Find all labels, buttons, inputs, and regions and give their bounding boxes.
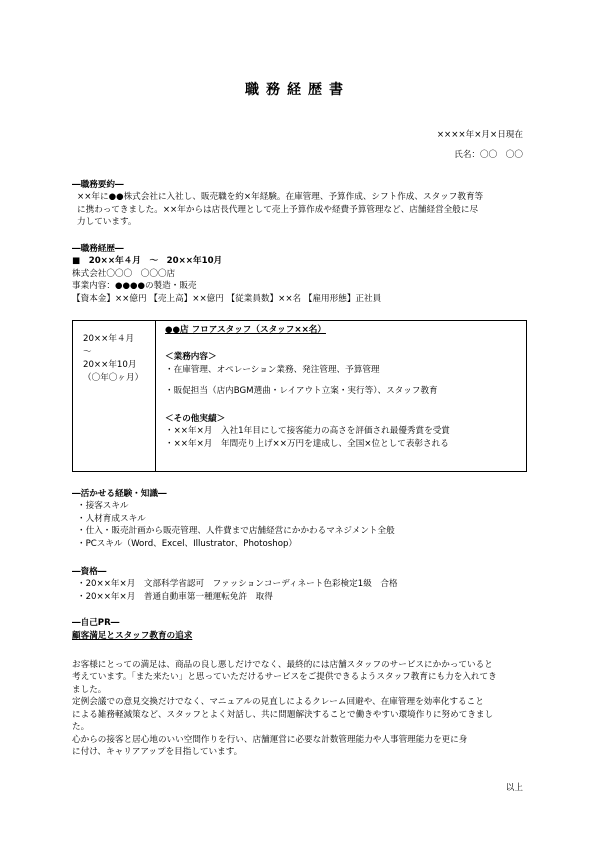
career-business: 事業内容：●●●●の製造・販売 (72, 281, 197, 292)
career-heading: ―職務経歴― (72, 244, 124, 254)
job-detail-table (72, 320, 527, 472)
job-position: ●●店 フロアスタッフ（スタッフ××名） (165, 325, 326, 335)
pr-line: ました。 (72, 684, 107, 695)
summary-line: に携わってきました。××年からは店長代理として売上予算作成や経費予算管理など、店舗経営全般に尽 (77, 204, 479, 215)
career-company-info: 【資本金】××億円 【売上高】××億円 【従業員数】××名 【雇用形態】正社員 (72, 293, 382, 304)
pr-line: による雑務軽減策など、スタッフとよく対話し、共に問題解決することで働きやすい環境作りに努めてきまし (72, 709, 494, 720)
career-company: 株式会社〇〇〇 〇〇〇店 (72, 268, 176, 279)
summary-heading: ―職務要約― (72, 180, 124, 190)
applicant-name: 氏名：〇〇 〇〇 (454, 150, 523, 160)
qualifications-section (72, 566, 527, 603)
pr-body (72, 659, 527, 759)
duty-item: ・在庫管理、オペレーション業務、発注管理、予算管理 (165, 364, 380, 375)
summary-text (72, 191, 527, 228)
pr-section (72, 617, 527, 643)
job-period-duration: （〇年〇ヶ月） (83, 372, 144, 383)
pr-line: に付け、キャリアアップを目指しています。 (72, 747, 243, 758)
document-date: ××××年×月×日現在 (436, 130, 523, 140)
pr-line: 考えています。「また来たい」と思っていただけるサービスをご提供できるようスタッフ教育にも力を入れてき (72, 672, 497, 683)
skills-section (72, 488, 527, 550)
job-detail-cell (165, 324, 520, 450)
summary-line: ××年に●●株式会社に入社し、販売職を約×年経験。在庫管理、予算作成、シフト作成、スタッフ教育等 (77, 192, 484, 203)
pr-title: 顧客満足とスタッフ教育の追求 (72, 631, 193, 642)
result-item: ・××年×月 年間売り上げ××万円を達成し、全国×位として表彰される (165, 438, 449, 449)
qualification-item: ・20××年×月 普通自動車第一種運転免許 取得 (77, 591, 273, 602)
duties-heading: ＜業務内容＞ (165, 352, 217, 363)
qualifications-heading: ―資格― (72, 567, 107, 577)
job-period-tilde: ～ (83, 346, 92, 357)
results-heading: ＜その他実績＞ (165, 413, 226, 424)
document-title: 職務経歴書 (245, 82, 350, 98)
pr-line: お客様にとっての満足は、商品の良し悪しだけでなく、最終的には店舗スタッフのサービスにかかっていると (72, 660, 493, 670)
qualification-item: ・20××年×月 文部科学省認可 ファッションコーディネート色彩検定1級 合格 (77, 579, 398, 590)
pr-heading: ―自己PR― (72, 618, 120, 628)
table-divider (155, 321, 156, 471)
skill-item: ・接客スキル (77, 501, 129, 512)
job-period-cell (83, 333, 143, 385)
duty-item: ・販促担当（店内BGM選曲・レイアウト立案・実行等）、スタッフ教育 (165, 386, 438, 397)
pr-line: た。 (72, 722, 90, 733)
skill-item: ・人材育成スキル (77, 513, 146, 524)
document-end: 以上 (505, 783, 523, 793)
job-period-start: 20××年４月 (83, 334, 135, 344)
summary-line: 力しています。 (77, 217, 137, 228)
career-period: ■ 20××年４月 ～ 20××年10月 (72, 256, 223, 267)
skill-item: ・仕入・販売計画から販売管理、人件費まで店舗経営にかかわるマネジメント全般 (77, 526, 395, 537)
pr-line: 心からの接客と居心地のいい空間作りを行い、店舗運営に必要な計数管理能力や人事管理能力を更に身 (72, 734, 468, 745)
career-section (72, 243, 527, 305)
result-item: ・××年×月 入社1年目にして接客能力の高さを評価され最優秀賞を受賞 (165, 426, 450, 437)
skill-item: ・PCスキル（Word、Excel、Illustrator、Photoshop） (77, 538, 298, 549)
job-period-end: 20××年10月 (83, 359, 137, 370)
summary-section (72, 179, 527, 229)
skills-heading: ―活かせる経験・知識― (72, 489, 167, 499)
pr-line: 定例会議での意見交換だけでなく、マニュアルの見直しによるクレーム回避や、在庫管理を効率化すること (72, 697, 484, 708)
